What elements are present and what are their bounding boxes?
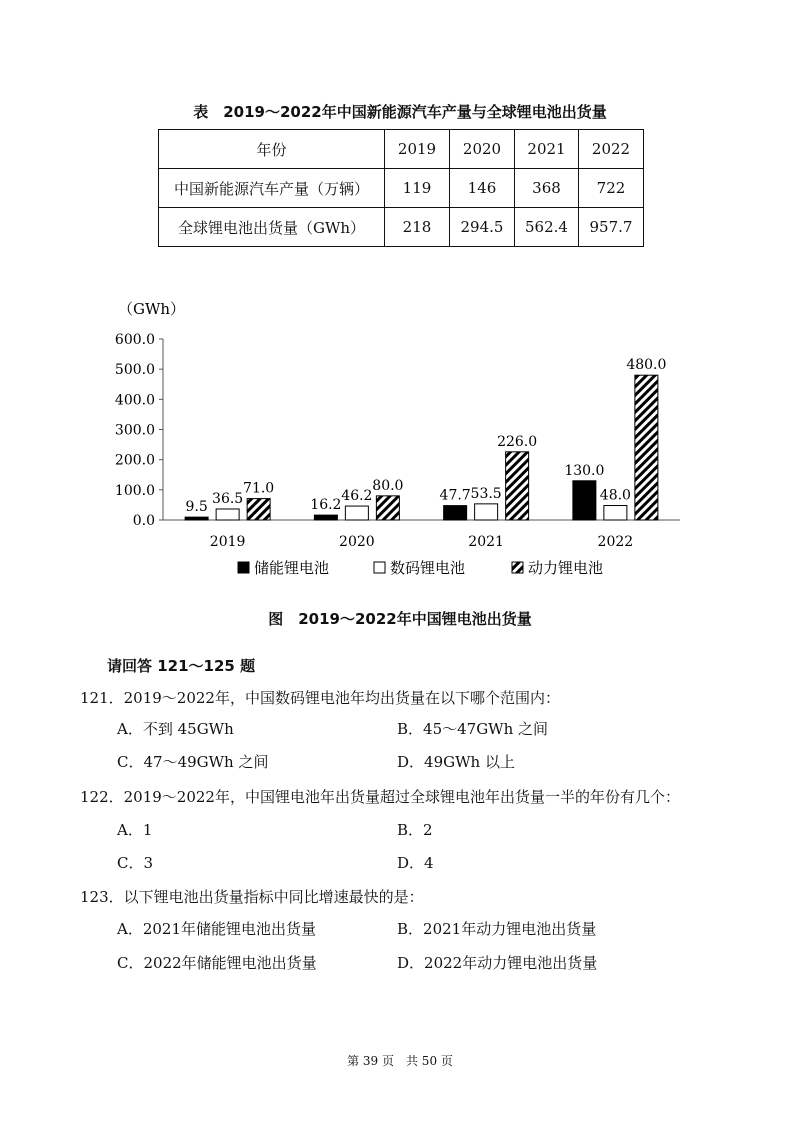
table-header-cell: 2019 (385, 130, 450, 169)
table-header-cell: 年份 (159, 130, 385, 169)
bar-3 (247, 499, 270, 520)
table-header-cell: 2020 (450, 130, 515, 169)
question-option[interactable]: C．2022年储能锂电池出货量 (117, 954, 317, 972)
y-tick-label: 500.0 (114, 362, 155, 379)
bar-chart (0, 290, 800, 600)
data-label: 71.0 (243, 480, 275, 497)
y-tick-label: 200.0 (114, 452, 155, 469)
bar-2 (345, 506, 368, 520)
y-tick-label: 400.0 (114, 392, 155, 409)
bar-3 (635, 375, 658, 520)
figure-title: 图 2019～2022年中国锂电池出货量 (268, 610, 532, 628)
question-stem: 122．2019～2022年，中国锂电池年出货量超过全球锂电池年出货量一半的年份有几个： (80, 788, 680, 806)
data-label: 130.0 (564, 462, 605, 479)
table-cell: 146 (450, 169, 515, 208)
y-tick-label: 100.0 (114, 482, 155, 499)
bar-3 (376, 496, 399, 520)
table-cell: 中国新能源汽车产量（万辆） (159, 169, 385, 208)
question-option[interactable]: A．2021年储能锂电池出货量 (117, 920, 317, 938)
data-label: 46.2 (341, 488, 373, 505)
x-tick-label: 2020 (339, 534, 375, 550)
bar-2 (604, 506, 627, 520)
y-tick-label: 600.0 (114, 332, 155, 348)
table-row (159, 208, 644, 247)
question-option[interactable]: D．4 (397, 854, 434, 872)
x-tick-label: 2022 (597, 534, 634, 550)
question-option[interactable]: B．2 (397, 821, 433, 839)
page-footer: 第 39 页 共 50 页 (347, 1054, 453, 1068)
table-cell: 119 (385, 169, 450, 208)
bar-2 (216, 509, 239, 520)
data-label: 53.5 (470, 485, 502, 502)
data-table (158, 129, 644, 247)
data-label: 480.0 (626, 357, 667, 374)
question-option[interactable]: B．45～47GWh 之间 (397, 720, 549, 738)
question-stem: 123．以下锂电池出货量指标中同比增速最快的是： (80, 888, 424, 906)
question-option[interactable]: B．2021年动力锂电池出货量 (397, 920, 597, 938)
x-tick-label: 2021 (468, 534, 504, 550)
table-title: 表 2019～2022年中国新能源汽车产量与全球锂电池出货量 (193, 103, 607, 121)
table-header-cell: 2022 (579, 130, 644, 169)
question-option[interactable]: A．1 (117, 821, 153, 839)
y-tick-label: 300.0 (114, 422, 155, 439)
data-label: 48.0 (599, 487, 631, 504)
x-tick-label: 2019 (209, 534, 246, 550)
bar-1 (444, 506, 467, 520)
table-cell: 218 (385, 208, 450, 247)
table-cell: 957.7 (579, 208, 644, 247)
question-option[interactable]: D．2022年动力锂电池出货量 (397, 954, 598, 972)
legend-swatch (238, 562, 249, 573)
question-option[interactable]: C．47～49GWh 之间 (117, 753, 269, 771)
bar-2 (475, 504, 498, 520)
bar-1 (185, 517, 208, 520)
table-cell: 722 (579, 169, 644, 208)
data-label: 80.0 (372, 477, 404, 494)
table-cell: 368 (515, 169, 579, 208)
legend-label: 动力锂电池 (528, 559, 604, 577)
y-axis-label: （GWh） (118, 300, 186, 318)
data-label: 226.0 (497, 433, 538, 450)
table-row (159, 169, 644, 208)
table-header-cell: 2021 (515, 130, 579, 169)
y-tick-label: 0.0 (132, 513, 155, 529)
bar-1 (314, 515, 337, 520)
legend-swatch (512, 562, 523, 573)
legend-label: 储能锂电池 (254, 559, 330, 577)
data-label: 47.7 (439, 487, 471, 504)
legend-label: 数码锂电池 (390, 559, 466, 577)
table-cell: 全球锂电池出货量（GWh） (159, 208, 385, 247)
question-option[interactable]: A．不到 45GWh (117, 720, 234, 738)
question-stem: 121．2019～2022年，中国数码锂电池年均出货量在以下哪个范围内： (80, 689, 560, 707)
question-option[interactable]: C．3 (117, 854, 154, 872)
data-label: 9.5 (185, 499, 208, 516)
table-cell: 562.4 (515, 208, 579, 247)
table-cell: 294.5 (450, 208, 515, 247)
questions-intro: 请回答 121～125 题 (107, 657, 256, 675)
bar-1 (573, 481, 596, 520)
data-label: 36.5 (212, 490, 244, 507)
legend-swatch (374, 562, 385, 573)
table-header-row (159, 130, 644, 169)
question-option[interactable]: D．49GWh 以上 (397, 753, 515, 771)
bar-3 (506, 452, 529, 520)
data-label: 16.2 (310, 497, 342, 514)
